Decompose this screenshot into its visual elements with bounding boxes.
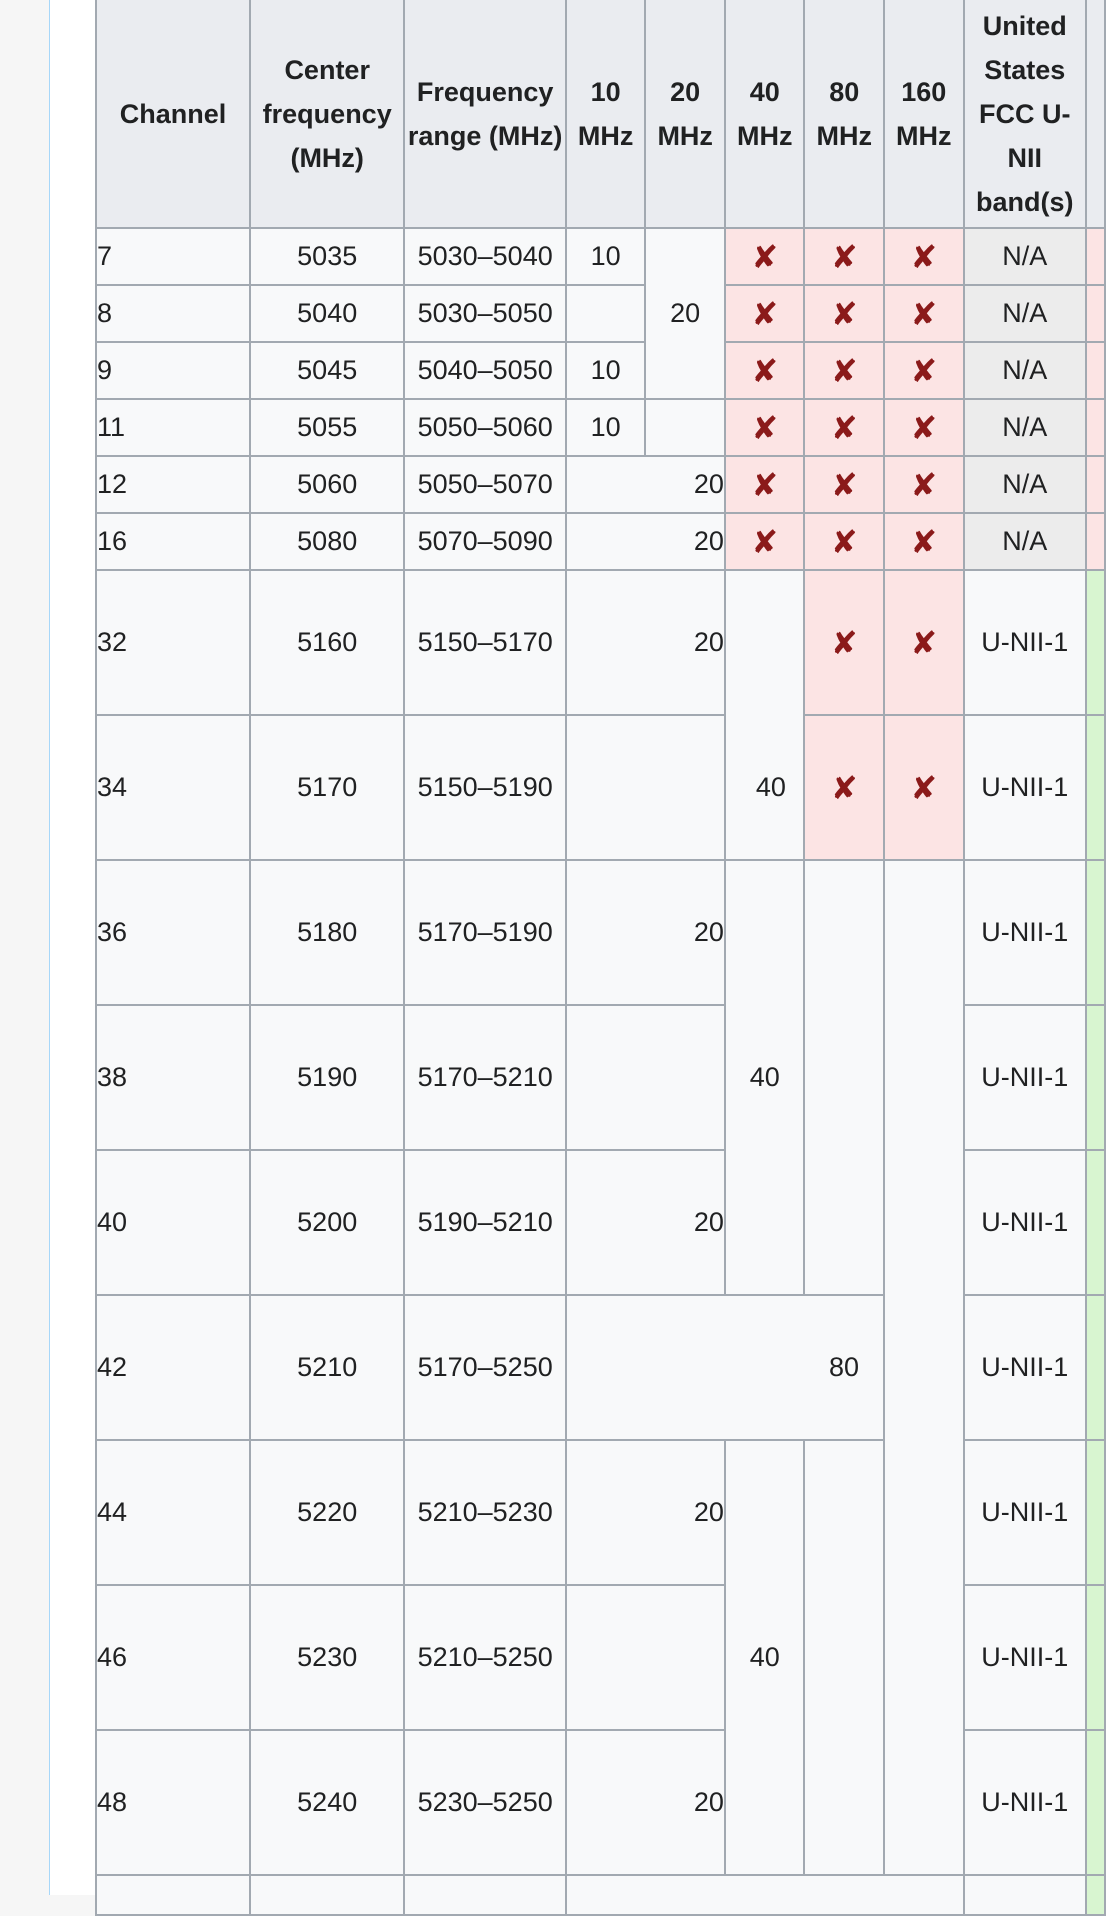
table-row — [96, 715, 1105, 860]
center-frequency-cell: 5180 — [250, 860, 404, 1005]
unsupported-40-cell — [725, 399, 805, 456]
table-row — [96, 860, 1105, 1005]
width-40-label: 40 — [755, 772, 786, 802]
width-40-label-cell — [566, 715, 786, 860]
channel-cell — [96, 1875, 250, 1915]
frequency-range-cell: 5050–5060 — [404, 399, 565, 456]
width-20-empty-cell — [566, 1005, 725, 1150]
left-rail — [0, 0, 50, 1895]
cross-icon: ✘ — [830, 623, 858, 662]
unsupported-40-cell — [725, 285, 805, 342]
cross-icon: ✘ — [751, 237, 779, 276]
channel-cell: 8 — [96, 285, 250, 342]
channel-cell: 48 — [96, 1730, 250, 1875]
fcc-band-cell: U-NII-1 — [964, 1585, 1086, 1730]
next-column-stub — [1086, 0, 1105, 228]
unsupported-80-cell — [804, 399, 884, 456]
next-column-stub — [1086, 715, 1105, 860]
wifi-channel-table — [95, 0, 1106, 1916]
cross-icon: ✘ — [830, 465, 858, 504]
unsupported-40-cell — [725, 228, 805, 285]
channel-cell: 42 — [96, 1295, 250, 1440]
width-20-empty-cell — [645, 399, 725, 456]
width-10-cell: 10 — [566, 399, 646, 456]
table-row — [96, 342, 1105, 399]
next-column-stub — [1086, 570, 1105, 715]
header-40mhz: 40 MHz — [725, 0, 805, 228]
next-column-stub — [1086, 228, 1105, 285]
width-40-cell: 40 — [725, 1440, 805, 1875]
fcc-band-cell: U-NII-1 — [964, 1295, 1086, 1440]
fcc-band-cell: N/A — [964, 285, 1086, 342]
next-column-stub — [1086, 399, 1105, 456]
cross-icon: ✘ — [910, 465, 938, 504]
fcc-band-cell: U-NII-1 — [964, 1440, 1086, 1585]
cross-icon: ✘ — [751, 294, 779, 333]
unsupported-160-cell — [884, 513, 964, 570]
frequency-range-cell: 5150–5190 — [404, 715, 565, 860]
width-80-upper-cell — [804, 860, 884, 1295]
unsupported-160-cell — [884, 228, 964, 285]
center-frequency-cell: 5190 — [250, 1005, 404, 1150]
channel-cell: 11 — [96, 399, 250, 456]
cross-icon: ✘ — [910, 522, 938, 561]
channel-cell: 38 — [96, 1005, 250, 1150]
width-80-lower-cell — [804, 1440, 884, 1875]
next-column-stub — [1086, 456, 1105, 513]
next-column-stub — [1086, 1440, 1105, 1585]
unsupported-160-cell — [884, 399, 964, 456]
next-column-stub — [1086, 1005, 1105, 1150]
width-40-cell — [725, 570, 805, 860]
fcc-band-cell: N/A — [964, 228, 1086, 285]
next-column-stub — [1086, 1585, 1105, 1730]
table-row — [96, 285, 1105, 342]
unsupported-160-cell — [884, 570, 964, 715]
cross-icon: ✘ — [830, 768, 858, 807]
width-20-empty-cell — [566, 1585, 725, 1730]
cross-icon: ✘ — [910, 623, 938, 662]
width-10-cell: 10 — [566, 342, 646, 399]
width-160-cell — [884, 860, 964, 1875]
table-row — [96, 456, 1105, 513]
width-80-cell: 80 — [566, 1295, 884, 1440]
table-row — [96, 228, 1105, 285]
center-frequency-cell: 5160 — [250, 570, 404, 715]
fcc-band-cell — [964, 1875, 1086, 1915]
fcc-band-cell: U-NII-1 — [964, 860, 1086, 1005]
width-20-cell: 20 — [566, 860, 725, 1005]
cross-icon: ✘ — [910, 408, 938, 447]
cross-icon: ✘ — [910, 768, 938, 807]
header-center-frequency: Center frequency (MHz) — [250, 0, 404, 228]
channel-cell: 36 — [96, 860, 250, 1005]
cross-icon: ✘ — [910, 351, 938, 390]
center-frequency-cell: 5035 — [250, 228, 404, 285]
next-column-stub — [1086, 342, 1105, 399]
unsupported-80-cell — [804, 715, 884, 860]
fcc-band-cell: N/A — [964, 399, 1086, 456]
center-frequency-cell — [250, 1875, 404, 1915]
frequency-range-cell: 5070–5090 — [404, 513, 565, 570]
unsupported-80-cell — [804, 285, 884, 342]
table-row — [96, 570, 1105, 715]
center-frequency-cell: 5210 — [250, 1295, 404, 1440]
center-frequency-cell: 5220 — [250, 1440, 404, 1585]
cross-icon: ✘ — [751, 465, 779, 504]
channel-cell: 40 — [96, 1150, 250, 1295]
width-20-cell: 20 — [645, 228, 725, 399]
center-frequency-cell: 5230 — [250, 1585, 404, 1730]
frequency-range-cell: 5210–5250 — [404, 1585, 565, 1730]
unsupported-80-cell — [804, 570, 884, 715]
unsupported-80-cell — [804, 513, 884, 570]
fcc-band-cell: U-NII-1 — [964, 570, 1086, 715]
frequency-range-cell: 5170–5250 — [404, 1295, 565, 1440]
width-20-cell: 20 — [566, 1150, 725, 1295]
cross-icon: ✘ — [751, 522, 779, 561]
cross-icon: ✘ — [751, 408, 779, 447]
width-20-cell: 20 — [566, 456, 725, 513]
header-160mhz: 160 MHz — [884, 0, 964, 228]
width-cell — [566, 1875, 964, 1915]
frequency-range-cell: 5190–5210 — [404, 1150, 565, 1295]
cross-icon: ✘ — [830, 408, 858, 447]
header-channel: Channel — [96, 0, 250, 228]
fcc-band-cell: U-NII-1 — [964, 1730, 1086, 1875]
frequency-range-cell: 5230–5250 — [404, 1730, 565, 1875]
unsupported-80-cell — [804, 342, 884, 399]
unsupported-40-cell — [725, 456, 805, 513]
table-row-partial — [96, 1875, 1105, 1915]
next-column-stub — [1086, 860, 1105, 1005]
center-frequency-cell: 5060 — [250, 456, 404, 513]
table-row — [96, 513, 1105, 570]
unsupported-160-cell — [884, 715, 964, 860]
frequency-range-cell: 5030–5040 — [404, 228, 565, 285]
frequency-range-cell: 5030–5050 — [404, 285, 565, 342]
next-column-stub — [1086, 1875, 1105, 1915]
cross-icon: ✘ — [830, 237, 858, 276]
header-row — [96, 0, 1105, 228]
cross-icon: ✘ — [830, 294, 858, 333]
unsupported-40-cell — [725, 342, 805, 399]
next-column-stub — [1086, 1295, 1105, 1440]
cross-icon: ✘ — [830, 351, 858, 390]
unsupported-80-cell — [804, 456, 884, 513]
unsupported-160-cell — [884, 456, 964, 513]
fcc-band-cell: U-NII-1 — [964, 1005, 1086, 1150]
fcc-band-cell: N/A — [964, 456, 1086, 513]
next-column-stub — [1086, 285, 1105, 342]
header-80mhz: 80 MHz — [804, 0, 884, 228]
channel-cell: 16 — [96, 513, 250, 570]
channel-cell: 34 — [96, 715, 250, 860]
width-20-cell: 20 — [566, 1440, 725, 1585]
frequency-range-cell — [404, 1875, 565, 1915]
width-10-cell: 10 — [566, 228, 646, 285]
fcc-band-cell: N/A — [964, 342, 1086, 399]
channel-cell: 9 — [96, 342, 250, 399]
fcc-band-cell: N/A — [964, 513, 1086, 570]
next-column-stub — [1086, 1150, 1105, 1295]
fcc-band-cell: U-NII-1 — [964, 1150, 1086, 1295]
width-20-cell: 20 — [566, 570, 725, 715]
cross-icon: ✘ — [830, 522, 858, 561]
center-frequency-cell: 5055 — [250, 399, 404, 456]
width-40-cell: 40 — [725, 860, 805, 1295]
width-20-cell: 20 — [566, 1730, 725, 1875]
channel-cell: 12 — [96, 456, 250, 513]
center-frequency-cell: 5080 — [250, 513, 404, 570]
center-frequency-cell: 5045 — [250, 342, 404, 399]
center-frequency-cell: 5170 — [250, 715, 404, 860]
frequency-range-cell: 5170–5210 — [404, 1005, 565, 1150]
header-fcc-band: United States FCC U-NII band(s) — [964, 0, 1086, 228]
table-row — [96, 399, 1105, 456]
unsupported-80-cell — [804, 228, 884, 285]
unsupported-160-cell — [884, 342, 964, 399]
header-frequency-range: Frequency range (MHz) — [404, 0, 565, 228]
frequency-range-cell: 5170–5190 — [404, 860, 565, 1005]
frequency-range-cell: 5040–5050 — [404, 342, 565, 399]
channel-cell: 32 — [96, 570, 250, 715]
center-frequency-cell: 5040 — [250, 285, 404, 342]
fcc-band-cell: U-NII-1 — [964, 715, 1086, 860]
cross-icon: ✘ — [910, 237, 938, 276]
header-10mhz: 10 MHz — [566, 0, 646, 228]
channel-cell: 46 — [96, 1585, 250, 1730]
frequency-range-cell: 5050–5070 — [404, 456, 565, 513]
unsupported-160-cell — [884, 285, 964, 342]
frequency-range-cell: 5210–5230 — [404, 1440, 565, 1585]
cross-icon: ✘ — [751, 351, 779, 390]
channel-cell: 7 — [96, 228, 250, 285]
channel-cell: 44 — [96, 1440, 250, 1585]
next-column-stub — [1086, 513, 1105, 570]
frequency-range-cell: 5150–5170 — [404, 570, 565, 715]
center-frequency-cell: 5240 — [250, 1730, 404, 1875]
next-column-stub — [1086, 1730, 1105, 1875]
cross-icon: ✘ — [910, 294, 938, 333]
width-10-empty-cell — [566, 285, 646, 342]
width-20-cell: 20 — [566, 513, 725, 570]
center-frequency-cell: 5200 — [250, 1150, 404, 1295]
header-20mhz: 20 MHz — [645, 0, 725, 228]
unsupported-40-cell — [725, 513, 805, 570]
